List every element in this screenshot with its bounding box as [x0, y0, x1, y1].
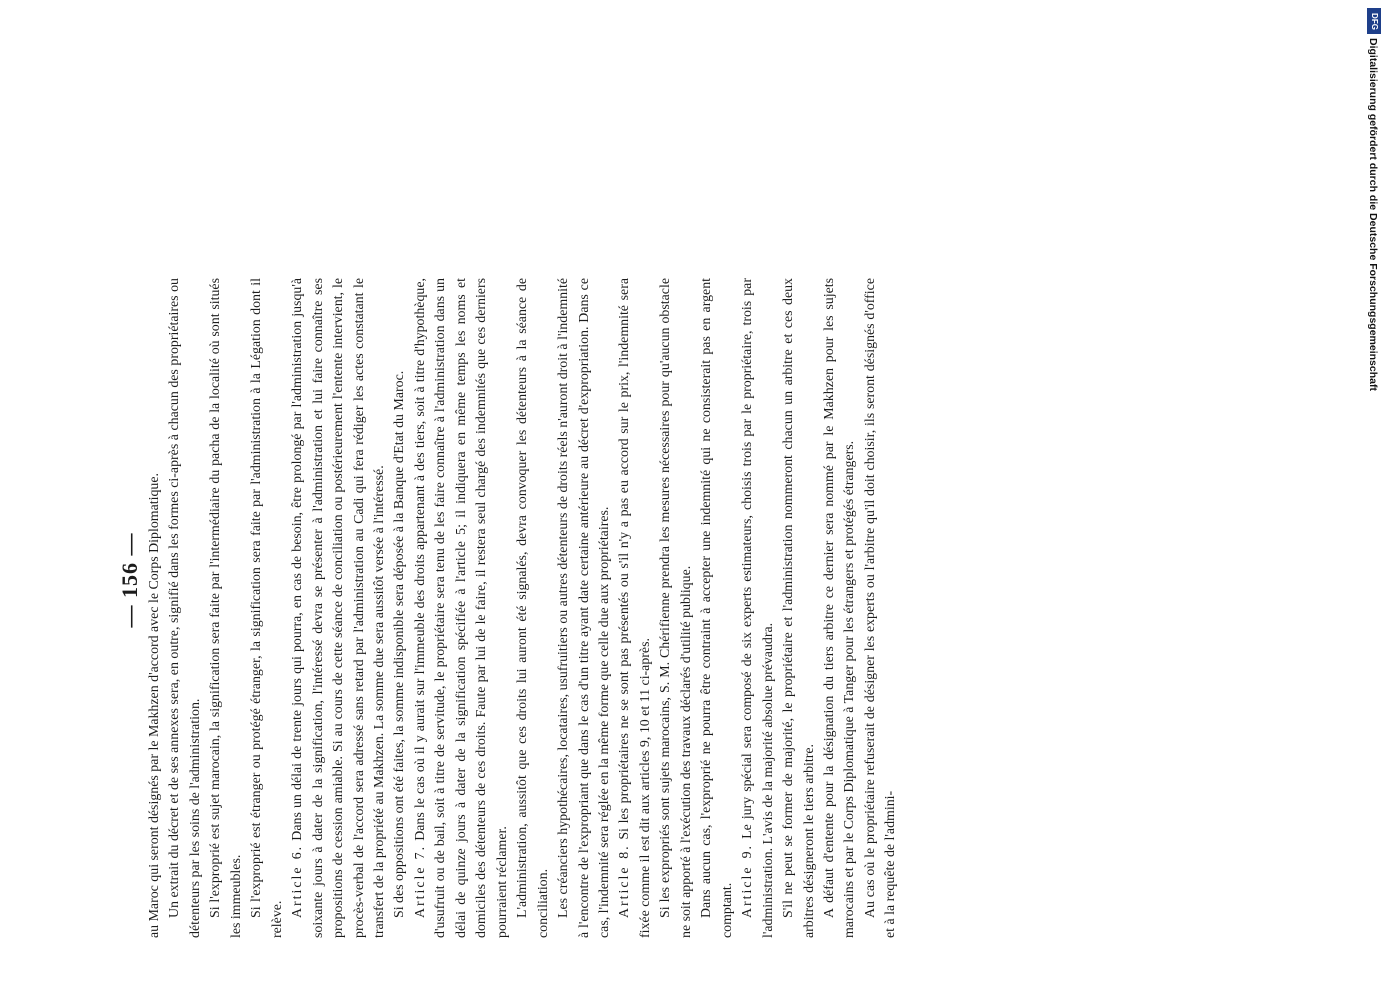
article-label: Article 8. [617, 844, 633, 918]
dfg-stamp [1363, 8, 1383, 418]
paragraph [779, 278, 820, 938]
paragraph [513, 278, 554, 938]
paragraph [165, 278, 206, 938]
paragraph [697, 278, 738, 938]
article-label: Article 7. [412, 844, 428, 918]
paragraph-text: Dans le cas où il y aurait sur l'immeuble des droits appartenant à des tiers, soit à titre d'hypothèque, d'usufruit ou de bail, soit à titre de servitude, le propriétaire sera tenu de les faire connaître à l'administration dans un délai de quinze jours à dater de la signification spécifiée à l'article 5; il indiquera en même temps les noms et domiciles des détenteurs de ces droits. Faute par lui de le faire, il restera seul chargé des indemnités que ces derniers pourraient réclamer. [412, 278, 510, 938]
dfg-credit-text: Digitalisierung gefördert durch die Deutsche Forschungsgemeinschaft [1367, 38, 1379, 391]
paragraph-text: L'administration, aussitôt que ces droits lui auront été signalés, devra convoquer les détenteurs à la séance de conciliation. [515, 278, 551, 938]
paragraph-text: Si les expropriés sont sujets marocains, S. M. Chérifienne prendra les mesures nécessaires pour qu'aucun obstacle ne soit apporté à l'exécution des travaux déclarés d'utilité publique. [658, 278, 694, 938]
paragraph [554, 278, 615, 938]
paragraph-text: Si l'exproprié est étranger ou protégé étranger, la signification sera faite par l'administration à la Légation dont il relève. [249, 278, 285, 938]
article-paragraph [288, 278, 390, 938]
article-paragraph [615, 278, 656, 938]
paragraph-text: Si les propriétaires ne se sont pas présentés ou s'il n'y a pas eu accord sur le prix, l'indemnité sera fixée comme il est dit aux articles 9, 10 et 11 ci-après. [617, 278, 653, 938]
paragraph [206, 278, 247, 938]
document-page [117, 200, 1205, 960]
paragraph-text: Au cas où le propriétaire refuserait de désigner les experts ou l'arbitre qu'il doit choisir, ils seront désignés d'office et à la requête de l'admini- [862, 278, 899, 938]
page-number: — 156 — [117, 532, 142, 628]
paragraph-text: Si des oppositions ont été faites, la somme indisponible sera déposée à la Banque d'Etat du Maroc. [392, 370, 408, 918]
paragraph [247, 278, 288, 938]
dfg-logo-text: DFG [1369, 12, 1379, 30]
paragraph-text: Dans aucun cas, l'exproprié ne pourra être contraint à accepter une indemnité qui ne consisterait pas en argent comptant. [699, 278, 735, 938]
paragraph [820, 278, 861, 938]
dfg-logo [1367, 8, 1381, 34]
paragraph [861, 278, 902, 938]
paragraph-text: Si l'exproprié est sujet marocain, la signification sera faite par l'intermédiaire du pacha de la localité où sont situés les immeubles. [208, 278, 244, 938]
paragraph [145, 278, 165, 938]
article-label: Article 9. [740, 843, 756, 918]
paragraph-text: Un extrait du décret et de ses annexes sera, en outre, signifié dans les formes ci-après à chacun des propriétaires ou détenteurs par les soins de l'administration. [167, 278, 203, 938]
paragraph-text: Dans un délai de trente jours qui pourra, en cas de besoin, être prolongé par l'administration jusqu'à soixante jours à dater de la signification, l'intéressé devra se présenter à l'administration et lui faire connaître ses propositions de cession amiable. Si au cours de cette séance de conciliation ou postérieurement l'entente intervient, le procès-verbal de l'accord sera adressé sans retard par l'administration au Cadi qui fera rédiger les actes constatant le transfert de la propriété au Makhzen. La somme due sera aussitôt versée à l'intéressé. [290, 277, 387, 938]
paragraph-text: A défaut d'entente pour la désignation du tiers arbitre ce dernier sera nommé par le Makhzen pour les sujets marocains et par le Corps Diplomatique à Tanger pour les étrangers et protégés étrangers. [821, 278, 858, 938]
article-paragraph [738, 278, 779, 938]
paragraph-text: au Maroc qui seront désignés par le Makhzen d'accord avec le Corps Diplomatique. [147, 473, 162, 938]
paragraph-text: Le jury spécial sera composé de six experts estimateurs, choisis trois par le propriétaire, trois par l'administration. L'avis de la majorité absolue prévaudra. [740, 278, 776, 938]
paragraph [656, 278, 697, 938]
paragraph-text: S'il ne peut se former de majorité, le propriétaire et l'administration nommeront chacun un arbitre et ces deux arbitres désigneront le tiers arbitre. [781, 278, 817, 938]
article-paragraph [411, 278, 513, 938]
article-label: Article 6. [290, 844, 306, 918]
paragraph-text: Les créanciers hypothécaires, locataires, usufruitiers ou autres détenteurs de droits réels n'auront droit à l'indemnité à l'encontre de l'expropriant que dans le cas d'un titre ayant date certaine antérieure au décret d'expropriation. Dans ce cas, l'indemnité sera réglée en la même forme que celle due aux propriétaires. [556, 278, 612, 938]
paragraph [390, 278, 410, 938]
page-body [145, 278, 902, 938]
